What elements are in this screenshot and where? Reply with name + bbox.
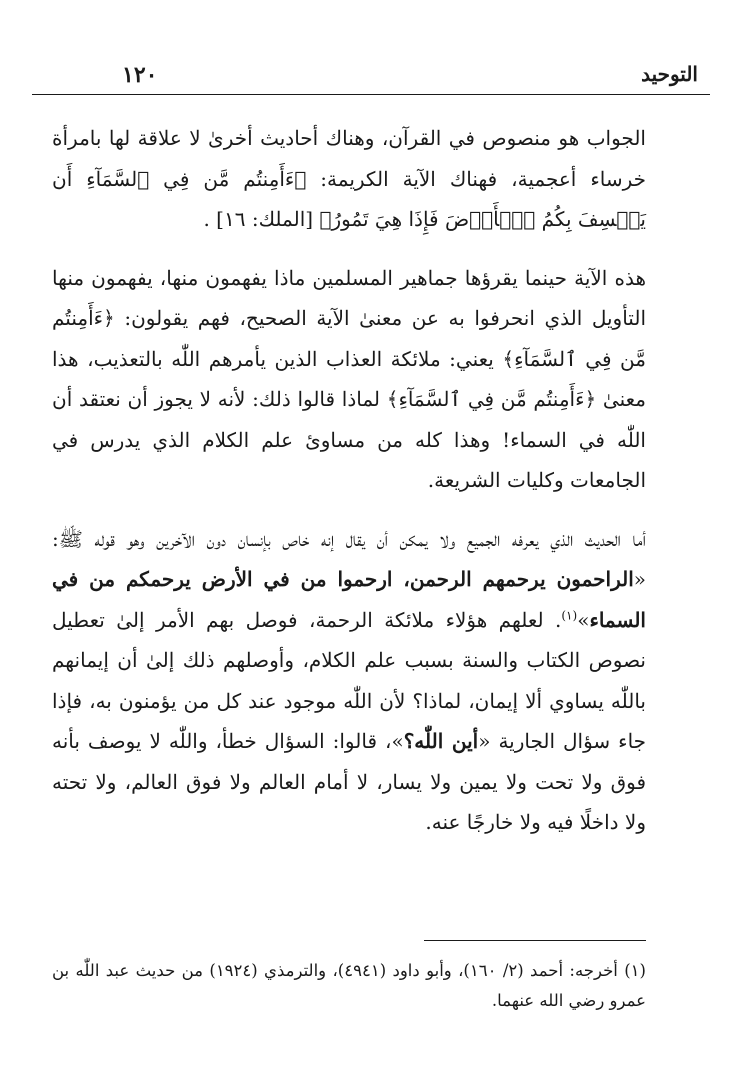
paragraph-text: أما الحديث الذي يعرفه الجميع ولا يمكن أن يقال إنه خاص بإنسان دون الآخرين وهو قوله ﷺ: « xyxy=(52,526,647,591)
verse-reference: [الملك: ١٦] . xyxy=(203,207,320,231)
paragraph-text: لماذا قالوا ذلك: لأنه لا يجوز أن نعتقد أن اللّٰه في السماء! وهذا كله من مساوئ علم الكلام الذي يدرس في الجامعات وكليات الشريعة. xyxy=(52,387,646,492)
paragraph-text: هذه الآية حينما يقرؤها جماهير المسلمين ماذا يفهمون منها، يفهمون منها التأويل الذي انحرفوا به عن معنىٰ الآية الصحيح، فهم يقولون: xyxy=(52,265,646,330)
page-header xyxy=(32,60,710,95)
quran-verse: ﴿ءَأَمِنتُم مَّن فِي ٱلسَّمَآءِ﴾ xyxy=(386,387,597,411)
footnote xyxy=(52,956,646,1016)
footnote-reference[interactable]: (١) xyxy=(561,607,578,622)
paragraph-text: » xyxy=(577,607,590,632)
paragraph-text: . لعلهم هؤلاء ملائكة الرحمة، فوصل بهم الأمر إلىٰ تعطيل نصوص الكتاب والسنة بسبب علم الكلام، وأوصلهم ذلك إلىٰ أن إيمانهم باللّٰه يساوي ألا إيمان، لماذا؟ لأن اللّٰه موجود عند كل من يؤمنون به، فإذا جاء سؤال الجارية « xyxy=(52,607,647,753)
hadith-text: أين اللّٰه؟ xyxy=(403,729,479,753)
page-number: ١٢٠ xyxy=(122,62,158,88)
running-title: التوحيد xyxy=(641,62,698,86)
paragraph-text: »، قالوا: السؤال خطأ، واللّٰه لا يوصف بأنه فوق ولا تحت ولا يمين ولا يسار، لا أمام العالم ولا فوق العالم، ولا تحته ولا داخلًا فيه ولا خارجًا عنه. xyxy=(52,729,646,834)
quran-verse: ﴿ءَأَمِنتُم مَّن فِي ٱلسَّمَآءِ﴾ xyxy=(52,306,646,371)
paragraph-3 xyxy=(52,519,646,843)
main-text xyxy=(52,118,646,861)
quran-verse: ﴿ءَأَمِنتُم مَّن فِي ٱلسَّمَآءِ أَن يَخۡسِفَ بِكُمُ ٱلۡأَرۡضَ فَإِذَا هِيَ تَمُورُ﴾ xyxy=(52,166,646,231)
hadith-text: الراحمون يرحمهم الرحمن، ارحموا من في الأرض يرحمكم من في السماء xyxy=(52,567,646,632)
paragraph-1 xyxy=(52,118,646,240)
footnote-text: (١) أخرجه: أحمد (٢/ ١٦٠)، وأبو داود (٤٩٤١)، والترمذي (١٩٢٤) من حديث عبد اللّٰه بن عمرو رضي الله عنهما. xyxy=(52,961,646,1010)
paragraph-text: الجواب هو منصوص في القرآن، وهناك أحاديث أخرىٰ لا علاقة لها بامرأة خرساء أعجمية، فهناك الآية الكريمة: xyxy=(52,126,646,191)
footnote-separator xyxy=(424,940,646,941)
paragraph-text: يعني: ملائكة العذاب الذين يأمرهم اللّٰه بالتعذيب، هذا معنىٰ xyxy=(52,346,646,411)
paragraph-2 xyxy=(52,258,646,501)
